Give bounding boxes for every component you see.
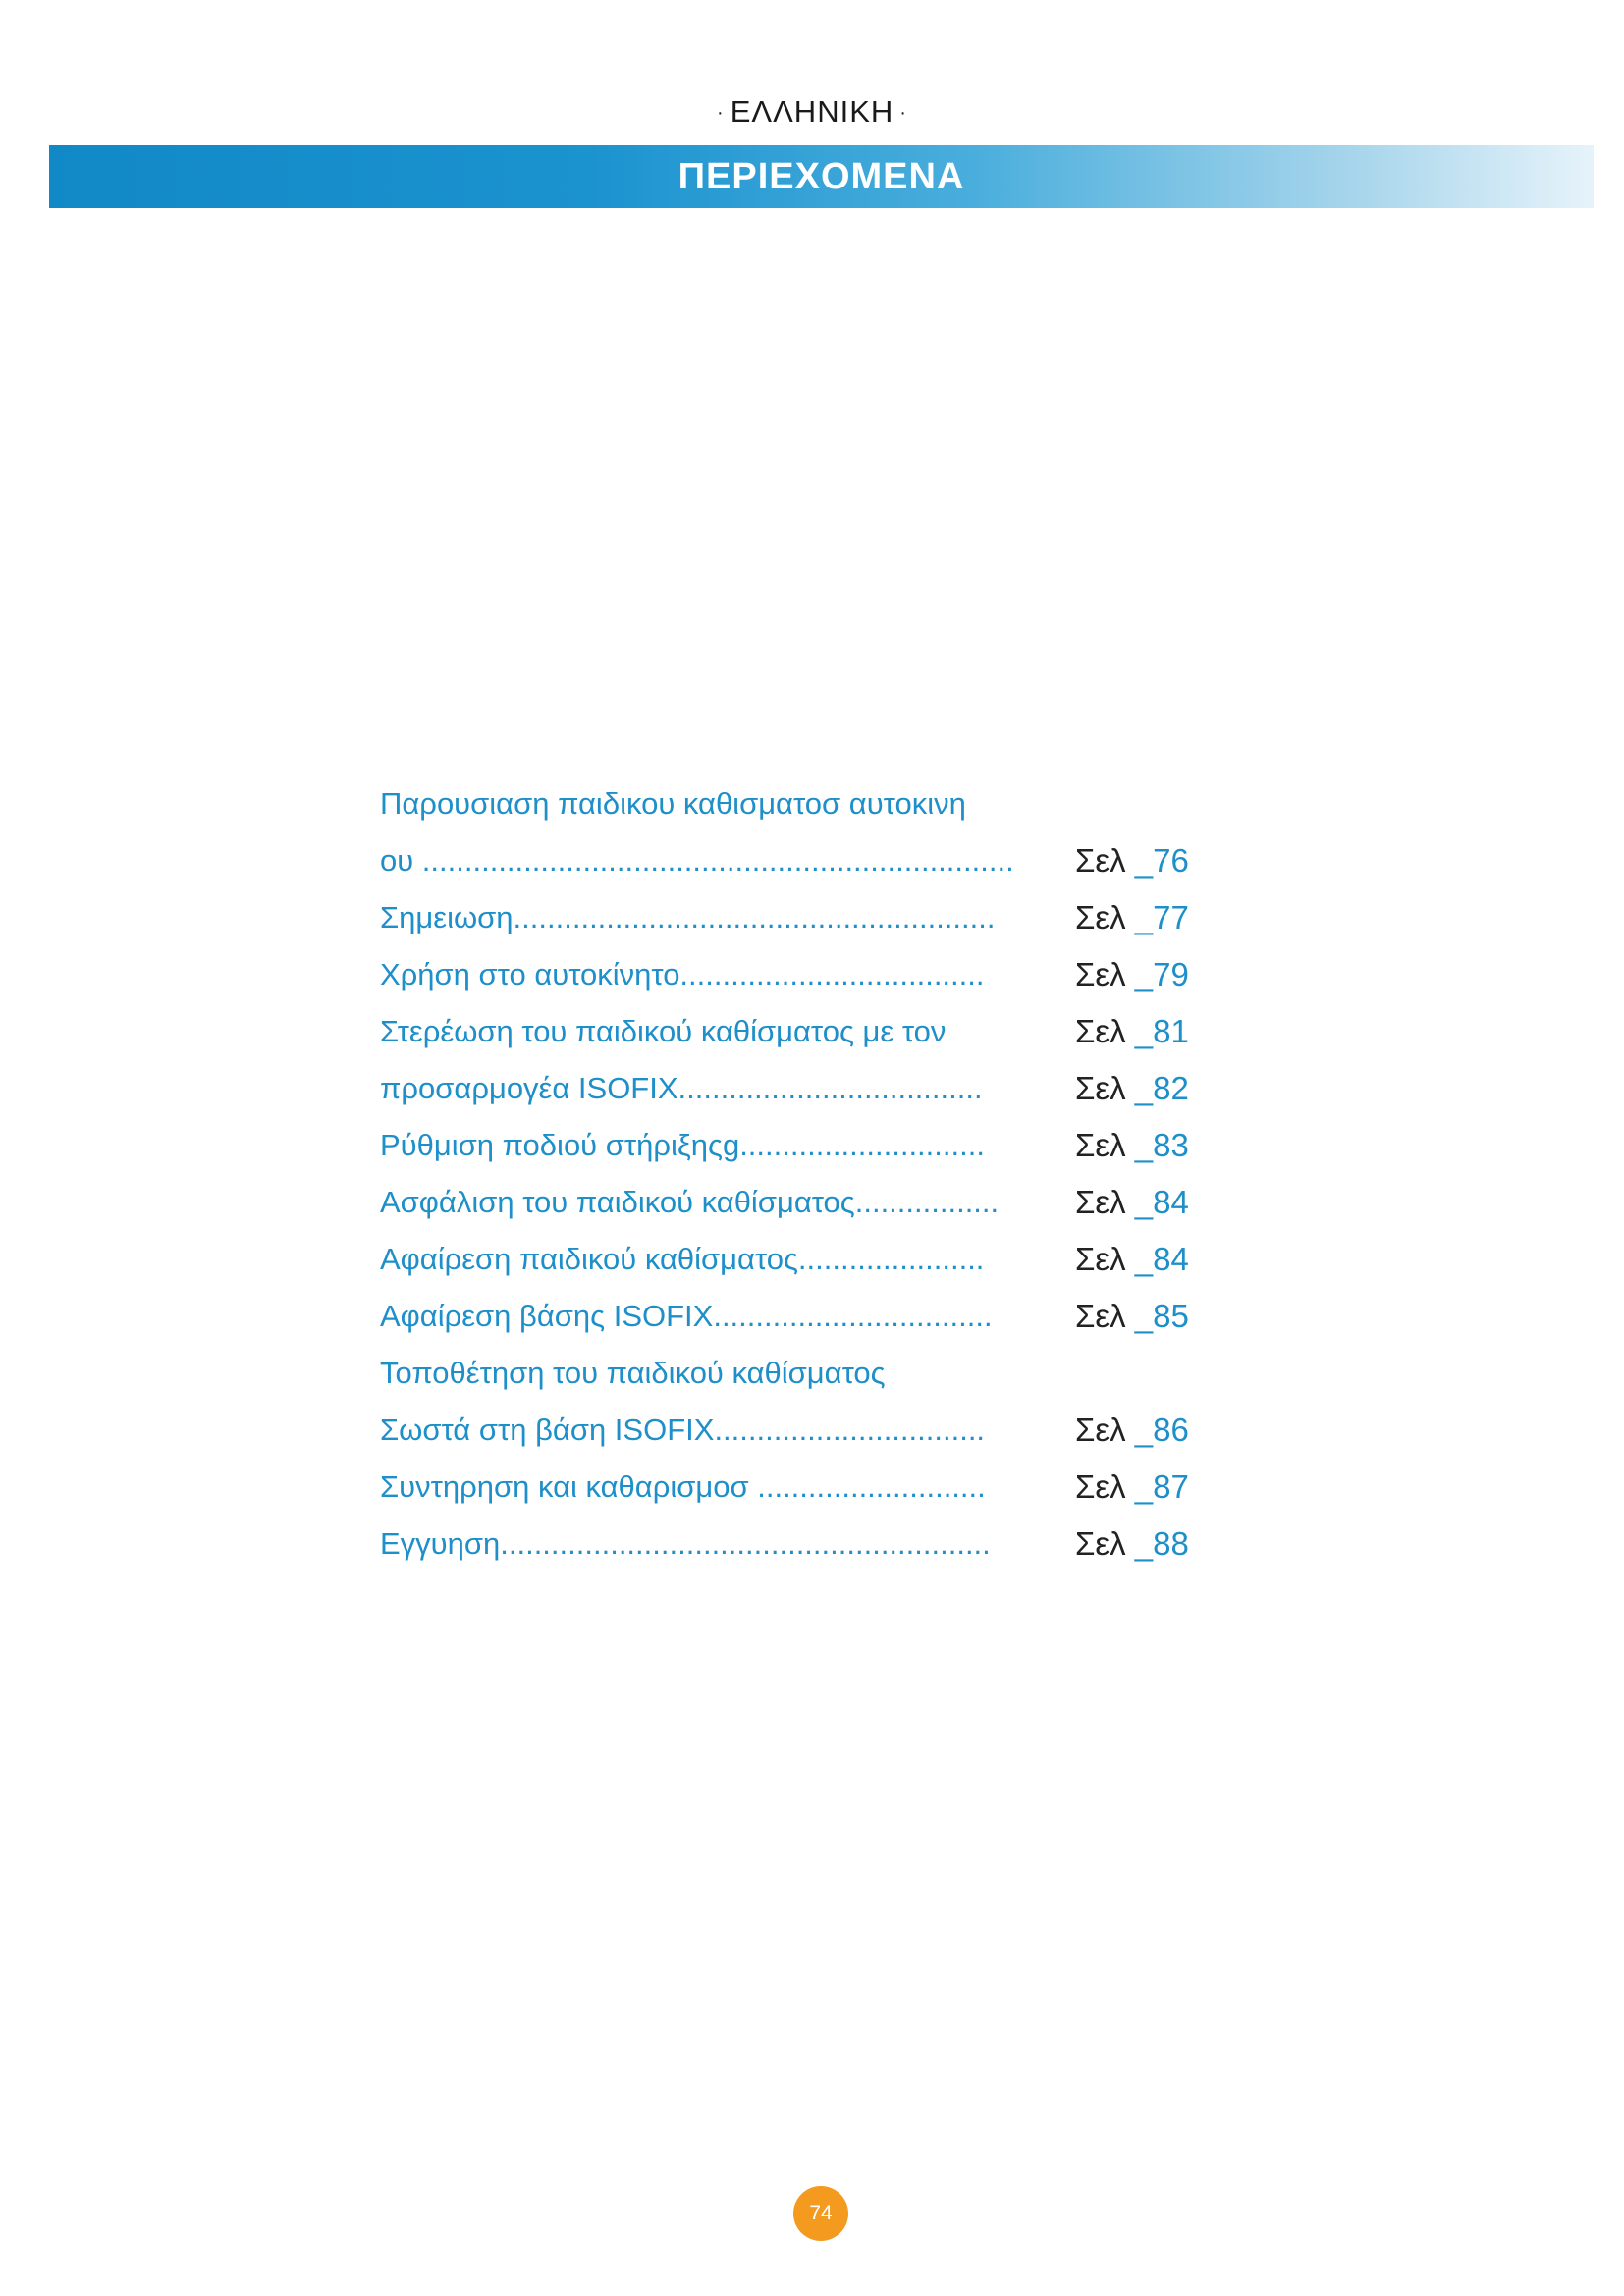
toc-page-prefix: Σελ: [1075, 1184, 1135, 1220]
toc-entry-title: ου ......................................................................: [380, 843, 1014, 878]
toc-page-number: _83: [1134, 1127, 1189, 1163]
toc-row[interactable]: [380, 1117, 1224, 1174]
toc-row[interactable]: [380, 889, 1224, 946]
toc-row[interactable]: [380, 1516, 1224, 1573]
language-dot-left: ·: [717, 102, 725, 125]
toc-entry-title: Στερέωση του παιδικού καθίσματος με τον: [380, 1014, 947, 1048]
toc-entry-title: Παρουσιαση παιδικου καθισματοσ αυτοκινη: [380, 786, 966, 821]
toc-row[interactable]: [380, 775, 1224, 832]
table-of-contents: [380, 775, 1224, 1573]
toc-page-number: _79: [1134, 956, 1189, 992]
language-label: [0, 94, 1624, 130]
toc-row[interactable]: [380, 1231, 1224, 1288]
toc-row[interactable]: [380, 1174, 1224, 1231]
toc-row[interactable]: [380, 832, 1224, 889]
toc-page-number: _88: [1134, 1525, 1189, 1562]
toc-page-prefix: Σελ: [1075, 1468, 1135, 1505]
toc-entry-title: Σωστά στη βάση ISOFIX................................: [380, 1413, 986, 1447]
toc-entry-title: Τοποθέτηση του παιδικού καθίσματος: [380, 1356, 886, 1390]
toc-entry-title: Αφαίρεση βάσης ISOFIX.................................: [380, 1299, 993, 1333]
toc-entry-title: προσαρμογέα ISOFIX....................................: [380, 1071, 983, 1105]
toc-page-number: _85: [1134, 1298, 1189, 1334]
toc-page-number: _87: [1134, 1468, 1189, 1505]
toc-page-prefix: Σελ: [1075, 1525, 1135, 1562]
toc-entry-page: [1075, 946, 1189, 1003]
toc-row[interactable]: [380, 1288, 1224, 1345]
language-name: ΕΛΛΗΝΙΚΗ: [730, 94, 894, 129]
toc-row[interactable]: [380, 1003, 1224, 1060]
toc-row[interactable]: [380, 1060, 1224, 1117]
toc-page-number: _81: [1134, 1013, 1189, 1049]
toc-entry-title: Αφαίρεση παιδικού καθίσματος......................: [380, 1242, 985, 1276]
toc-entry-title: Σημειωση.........................................................: [380, 900, 996, 934]
toc-entry-title: Ασφάλιση του παιδικού καθίσματος.................: [380, 1185, 1000, 1219]
toc-page-prefix: Σελ: [1075, 1412, 1135, 1448]
toc-entry-page: [1075, 889, 1189, 946]
toc-row[interactable]: [380, 1345, 1224, 1402]
toc-page-prefix: Σελ: [1075, 1241, 1135, 1277]
toc-entry-title: Χρήση στο αυτοκίνητο....................................: [380, 957, 985, 991]
toc-page-prefix: Σελ: [1075, 1298, 1135, 1334]
toc-entry-page: [1075, 1060, 1189, 1117]
toc-entry-page: [1075, 1402, 1189, 1459]
toc-entry-page: [1075, 1003, 1189, 1060]
toc-entry-title: Ρύθμιση ποδιού στήριξηςg.............................: [380, 1128, 985, 1162]
toc-entry-page: [1075, 1516, 1189, 1573]
toc-entry-page: [1075, 1117, 1189, 1174]
toc-entry-page: [1075, 832, 1189, 889]
page-title: ΠΕΡΙΕΧΟΜΕΝΑ: [677, 156, 965, 197]
toc-page-prefix: Σελ: [1075, 1013, 1135, 1049]
toc-row[interactable]: [380, 1459, 1224, 1516]
toc-page-number: _82: [1134, 1070, 1189, 1106]
toc-row[interactable]: [380, 946, 1224, 1003]
toc-page-prefix: Σελ: [1075, 1127, 1135, 1163]
toc-page-number: _86: [1134, 1412, 1189, 1448]
toc-entry-page: [1075, 1288, 1189, 1345]
language-dot-right: ·: [899, 102, 907, 125]
toc-page-prefix: Σελ: [1075, 899, 1135, 935]
header-bar: [49, 145, 1594, 208]
toc-row[interactable]: [380, 1402, 1224, 1459]
toc-page-prefix: Σελ: [1075, 842, 1135, 879]
toc-entry-title: Συντηρηση και καθαρισμοσ ...........................: [380, 1469, 986, 1504]
toc-page-number: _76: [1134, 842, 1189, 879]
page-number-badge: 74: [793, 2186, 848, 2241]
toc-entry-page: [1075, 1174, 1189, 1231]
toc-page-number: _84: [1134, 1241, 1189, 1277]
toc-page-number: _84: [1134, 1184, 1189, 1220]
toc-page-prefix: Σελ: [1075, 956, 1135, 992]
toc-entry-page: [1075, 1231, 1189, 1288]
toc-entry-page: [1075, 1459, 1189, 1516]
toc-page-prefix: Σελ: [1075, 1070, 1135, 1106]
toc-entry-title: Εγγυηση..........................................................: [380, 1526, 991, 1561]
toc-page-number: _77: [1134, 899, 1189, 935]
